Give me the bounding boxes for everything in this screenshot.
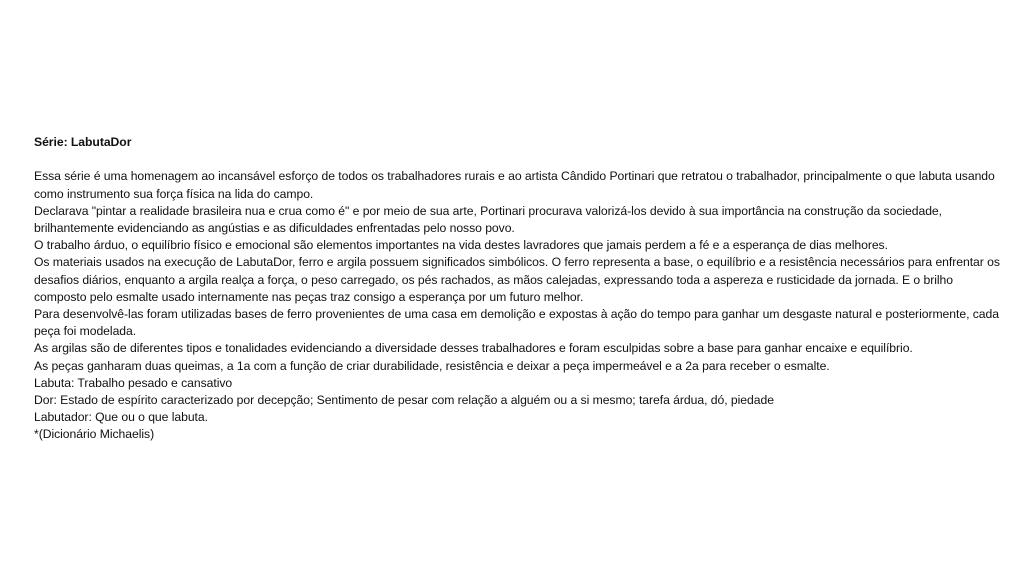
paragraph-materiais: Os materiais usados na execução de LabutaDor, ferro e argila possuem significados simbólicos. O ferro representa a base, o equilíbrio e a resistência necessários para enfrentar os desafios diários, enquanto a argila realça a força, o peso carregado, os pés rachados, as mãos calejadas, expressando toda a aspereza e rusticidade da jornada. E o brilho composto pelo esmalte usado internamente nas peças traz consigo a esperança por um futuro melhor. bbox=[34, 255, 1000, 304]
document-body bbox=[34, 134, 1000, 444]
paragraph-portinari: Declarava "pintar a realidade brasileira nua e crua como é" e por meio de sua arte, Portinari procurava valorizá-los devido à sua importância na construção da sociedade, brilhantemente evidenciando as angústias e as dificuldades enfrentadas pelo nosso povo. bbox=[34, 203, 942, 235]
paragraph-argilas: As argilas são de diferentes tipos e tonalidades evidenciando a diversidade desses trabalhadores e foram esculpidas sobre a base para ganhar encaixe e equilíbrio. bbox=[34, 341, 913, 356]
paragraph-queimas: As peças ganharam duas queimas, a 1a com a função de criar durabilidade, resistência e deixar a peça impermeável e a 2a para receber o esmalte. bbox=[34, 358, 830, 373]
definition-labutador: Labutador: Que ou o que labuta. bbox=[34, 410, 208, 425]
paragraph-desenvolvimento: Para desenvolvê-las foram utilizadas bases de ferro provenientes de uma casa em demolição e expostas à ação do tempo para ganhar um desgaste natural e posteriormente, cada peça foi modelada. bbox=[34, 307, 999, 339]
definition-labuta: Labuta: Trabalho pesado e cansativo bbox=[34, 375, 233, 390]
paragraph-trabalho: O trabalho árduo, o equilíbrio físico e emocional são elementos importantes na vida destes lavradores que jamais perdem a fé e a esperança de dias melhores. bbox=[34, 238, 888, 253]
document-title: Série: LabutaDor bbox=[34, 135, 132, 149]
definition-dor: Dor: Estado de espírito caracterizado por decepção; Sentimento de pesar com relação a alguém ou a si mesmo; tarefa árdua, dó, piedade bbox=[34, 393, 774, 408]
paragraph-homenagem: Essa série é uma homenagem ao incansável esforço de todos os trabalhadores rurais e ao artista Cândido Portinari que retratou o trabalhador, principalmente o que labuta usando como instrumento sua força física na lida do campo. bbox=[34, 169, 995, 201]
source-citation: *(Dicionário Michaelis) bbox=[34, 427, 155, 442]
